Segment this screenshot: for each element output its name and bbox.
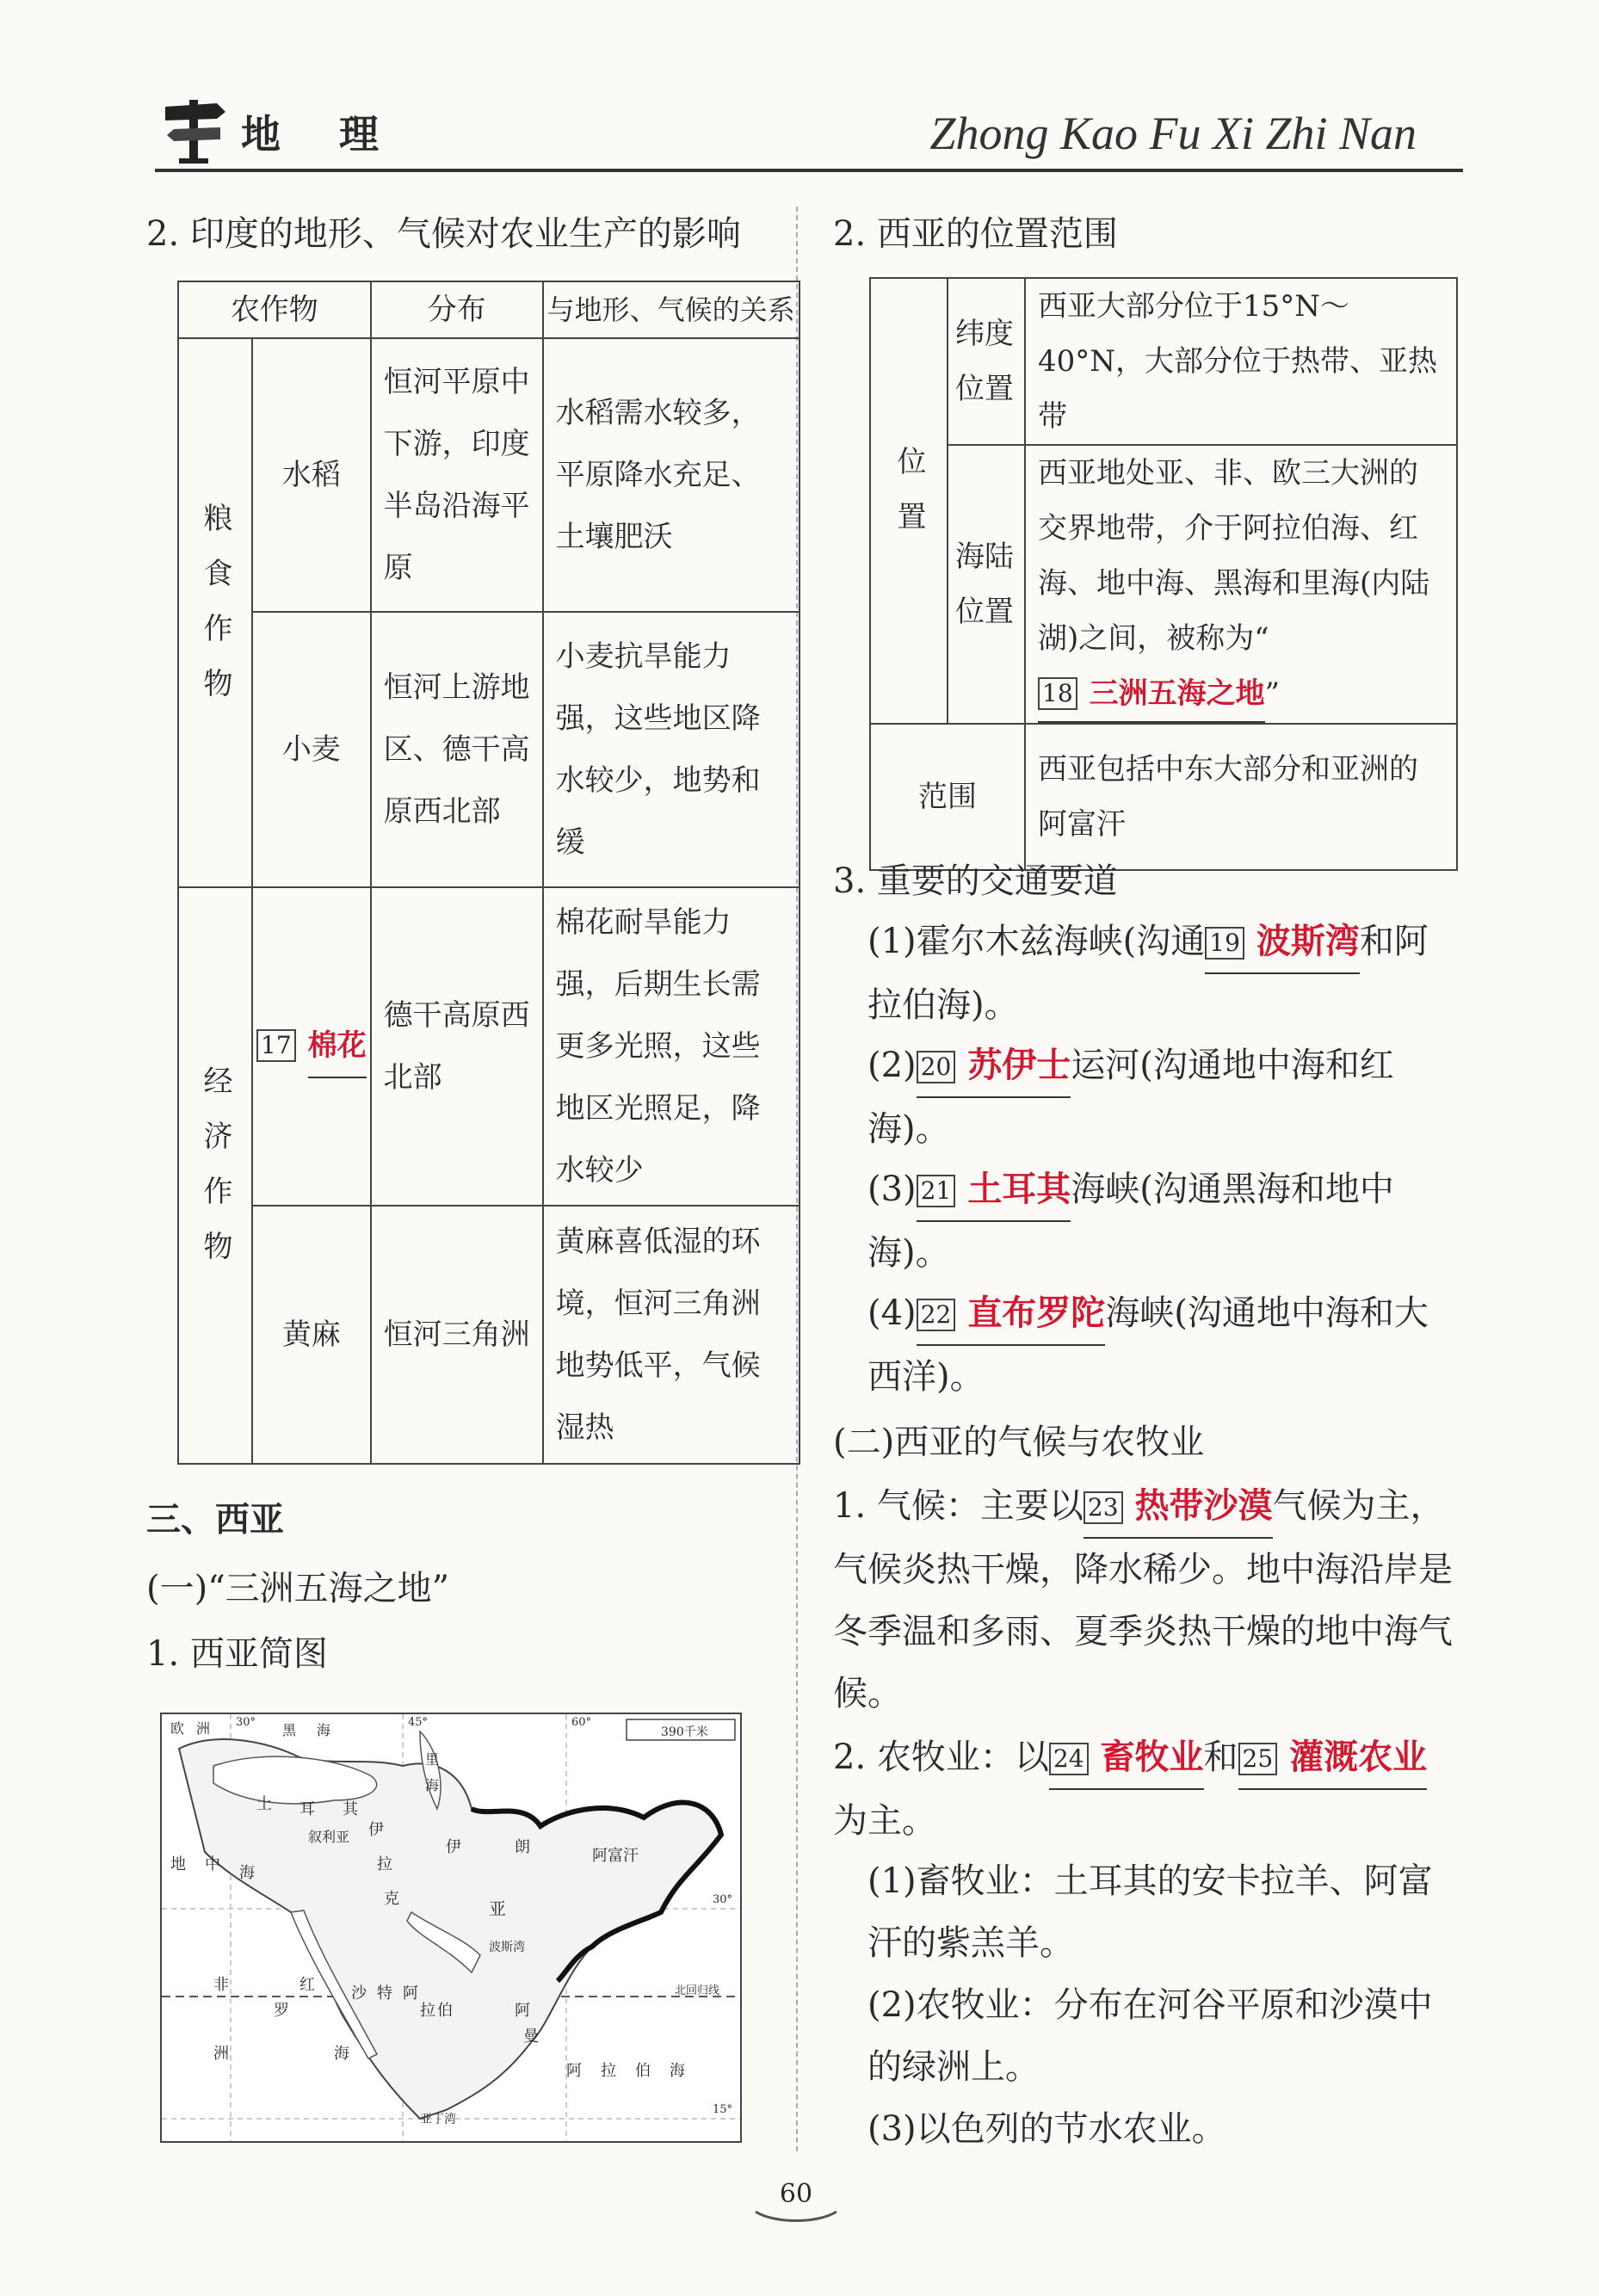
- route-1: (1)霍尔木兹海峡(沟通 19 波斯湾和阿拉伯海)。: [867, 910, 1461, 1036]
- col-head-dist: 分布: [371, 281, 543, 338]
- col-head-crop: 农作物: [178, 281, 371, 338]
- west-asia-position-table: [869, 277, 1458, 871]
- israel-water-saving: (3)以色列的节水农业。: [867, 2109, 1226, 2149]
- india-section-title: 2. 印度的地形、气候对农业生产的影响: [146, 214, 741, 254]
- answer-23: 热带沙漠: [1134, 1485, 1273, 1526]
- transport-title: 3. 重要的交通要道: [833, 861, 1118, 901]
- grain-crops-label: 粮食作物: [178, 338, 252, 887]
- relation-rice: 水稻需水较多，平原降水充足、土壤肥沃: [543, 338, 800, 612]
- position-label: 位置: [870, 278, 948, 724]
- answer-19: 波斯湾: [1256, 921, 1360, 961]
- west-asia-position-title: 2. 西亚的位置范围: [833, 214, 1118, 254]
- answer-25: 灌溉农业: [1289, 1737, 1428, 1777]
- dist-jute: 恒河三角洲: [371, 1206, 543, 1464]
- sea-land-label: 海陆位置: [948, 445, 1025, 724]
- section-west-asia: 三、西亚: [146, 1499, 284, 1540]
- relation-wheat: 小麦抗旱能力强，这些地区降水较少，地势和缓: [543, 612, 800, 887]
- map-title: 1. 西亚简图: [146, 1634, 328, 1674]
- signpost-icon: [157, 91, 231, 165]
- header-rule: [155, 169, 1463, 172]
- answer-18: 三洲五海之地: [1089, 676, 1265, 711]
- climate-agri-subtitle: (二)西亚的气候与农牧业: [833, 1423, 1205, 1462]
- crop-rice: 水稻: [252, 338, 371, 612]
- oasis-agriculture: (2)农牧业：分布在河谷平原和沙漠中的绿洲上。: [867, 1985, 1433, 2087]
- page-number: 60: [779, 2179, 813, 2209]
- header-running-title: Zhong Kao Fu Xi Zhi Nan: [929, 108, 1417, 159]
- agriculture-para: 2. 农牧业：以 24 畜牧业和 25 灌溉农业为主。: [833, 1726, 1461, 1852]
- crop-wheat: 小麦: [252, 612, 371, 887]
- route-2: (2) 20 苏伊士运河(沟通地中海和红海)。: [867, 1034, 1461, 1160]
- dist-cotton: 德干高原西北部: [371, 887, 543, 1206]
- cash-crops-label: 经济作物: [178, 887, 252, 1464]
- west-asia-map: 欧 洲 黑 海 里 海 土 耳 其 地 中 海 叙利亚 伊 拉 克 伊 朗 阿富汗 亚 非 洲 罗 红 海 沙 特 阿 拉 伯 阿 拉 伯 海 阿 曼 亚丁湾 波斯湾 390千米 30° 45° 60° 15° 30° 北回归线: [160, 1713, 742, 2143]
- latitude-label: 纬度位置: [948, 278, 1025, 445]
- range-text: 西亚包括中东大部分和亚洲的阿富汗: [1025, 724, 1457, 870]
- crop-jute: 黄麻: [252, 1206, 371, 1464]
- col-head-relation: 与地形、气候的关系: [543, 281, 800, 338]
- latitude-text: 西亚大部分位于15°N～40°N，大部分位于热带、亚热带: [1025, 278, 1457, 445]
- answer-20: 苏伊士: [967, 1045, 1071, 1085]
- animal-husbandry: (1)畜牧业：土耳其的安卡拉羊、阿富汗的紫羔羊。: [867, 1861, 1433, 1963]
- subsection-three-continents: (一)“三洲五海之地”: [146, 1569, 450, 1608]
- answer-24: 畜牧业: [1100, 1737, 1204, 1777]
- crop-cotton-blank: 17 棉花: [252, 887, 371, 1206]
- relation-jute: 黄麻喜低湿的环境，恒河三角洲地势低平，气候湿热: [543, 1206, 800, 1464]
- answer-22: 直布罗陀: [967, 1293, 1106, 1333]
- answer-21: 土耳其: [967, 1169, 1071, 1209]
- india-crops-table: [177, 281, 800, 1465]
- relation-cotton: 棉花耐旱能力强，后期生长需更多光照，这些地区光照足，降水较少: [543, 887, 800, 1206]
- route-3: (3) 21 土耳其海峡(沟通黑海和地中海)。: [867, 1158, 1461, 1284]
- dist-rice: 恒河平原中下游，印度半岛沿海平原: [371, 338, 543, 612]
- answer-cotton: 棉花: [308, 1015, 367, 1078]
- route-4: (4) 22 直布罗陀海峡(沟通地中海和大西洋)。: [867, 1282, 1461, 1408]
- range-label: 范围: [870, 724, 1025, 870]
- climate-para: 1. 气候：主要以 23 热带沙漠气候为主，气候炎热干燥，降水稀少。地中海沿岸是冬季温和多雨、夏季炎热干燥的地中海气候。: [833, 1475, 1461, 1725]
- sea-land-text: 西亚地处亚、非、欧三大洲的交界地带，介于阿拉伯海、红海、地中海、黑海和里海(内陆湖)之间，被称为“18 三洲五海之地”: [1025, 445, 1457, 724]
- header-subject: 地 理: [241, 111, 402, 157]
- dist-wheat: 恒河上游地区、德干高原西北部: [371, 612, 543, 887]
